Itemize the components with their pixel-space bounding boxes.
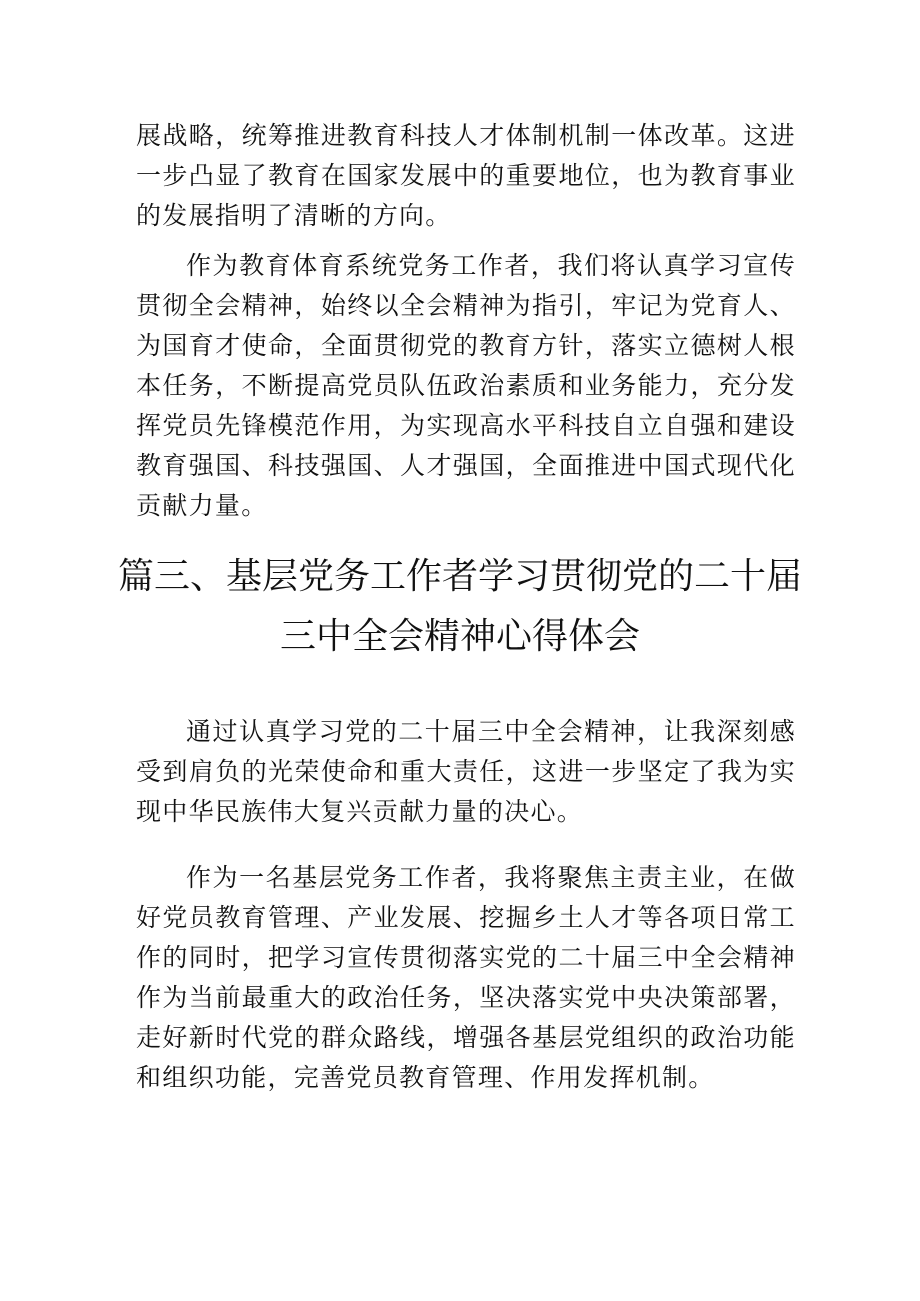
paragraph-grassroots-commitment: 作为一名基层党务工作者，我将聚焦主责主业，在做好党员教育管理、产业发展、挖掘乡土人才等各项日常工作的同时，把学习宣传贯彻落实党的二十届三中全会精神作为当前最重大的政治任务，坚决落实党中央决策部署，走好新时代党的群众路线，增强各基层党组织的政治功能和组织功能，完善党员教育管理、作用发挥机制。 bbox=[136, 863, 796, 1092]
section-title-line-1: 篇三、基层党务工作者学习贯彻党的二十届 bbox=[117, 556, 802, 597]
paragraph-party-worker-commitment: 作为教育体育系统党务工作者，我们将认真学习宣传贯彻全会精神，始终以全会精神为指引，牢记为党育人、为国育才使命，全面贯彻党的教育方针，落实立德树人根本任务，不断提高党员队伍政治素质和业务能力，充分发挥党员先锋模范作用，为实现高水平科技自立自强和建设教育强国、科技强国、人才强国，全面推进中国式现代化贡献力量。 bbox=[136, 251, 796, 520]
paragraph-study-reflection: 通过认真学习党的二十届三中全会精神，让我深刻感受到肩负的光荣使命和重大责任，这进一步坚定了我为实现中华民族伟大复兴贡献力量的决心。 bbox=[136, 717, 796, 826]
section-title-line-2: 三中全会精神心得体会 bbox=[279, 616, 640, 657]
paragraph-continuation: 展战略，统筹推进教育科技人才体制机制一体改革。这进一步凸显了教育在国家发展中的重要地位，也为教育事业的发展指明了清晰的方向。 bbox=[136, 121, 796, 230]
